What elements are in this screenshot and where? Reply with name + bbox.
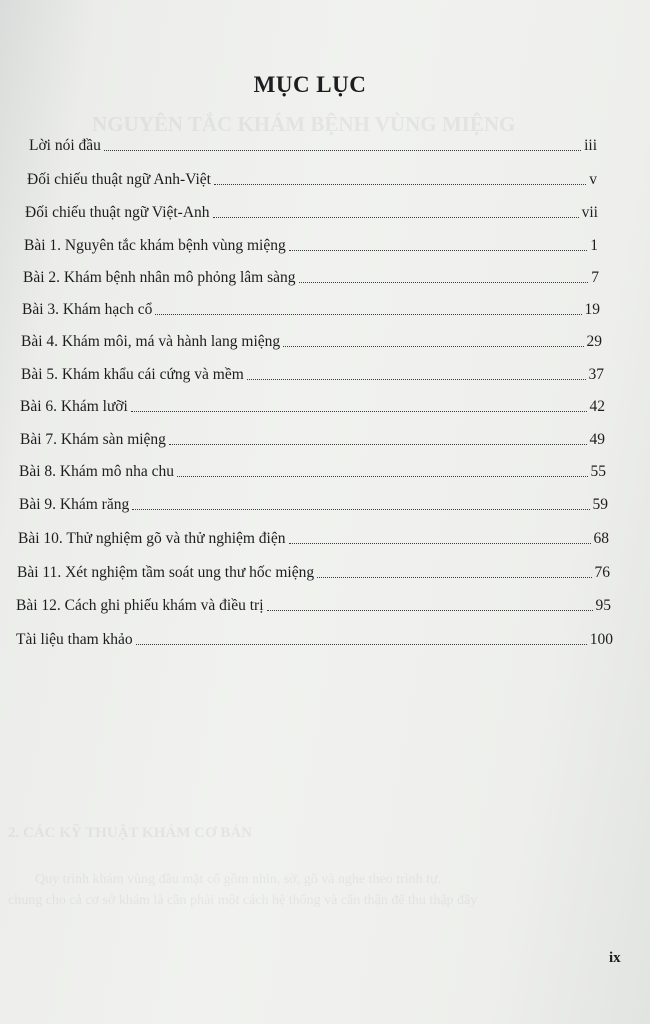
toc-entry[interactable]: [19, 494, 608, 514]
dot-leader: [155, 313, 581, 315]
toc-entry-title: Đối chiếu thuật ngữ Việt-Anh: [25, 204, 210, 221]
show-through-text: Quy trình khám vùng đầu mặt cổ gồm nhìn, sờ, gõ và nghe theo trình tự.: [35, 872, 442, 887]
dot-leader: [177, 475, 588, 477]
toc-entry-page: 49: [589, 431, 605, 448]
toc-entry-page: 7: [591, 269, 599, 286]
toc-entry-title: Bài 7. Khám sàn miệng: [20, 431, 166, 448]
dot-leader: [104, 149, 581, 151]
toc-entry-page: 76: [594, 564, 610, 581]
page-number: ix: [609, 950, 621, 966]
toc-entry-title: Bài 5. Khám khẩu cái cứng và mềm: [21, 366, 244, 383]
toc-entry-title: Đối chiếu thuật ngữ Anh-Việt: [27, 171, 211, 188]
toc-entry-title: Bài 2. Khám bệnh nhân mô phỏng lâm sàng: [23, 269, 296, 286]
toc-entry-title: Lời nói đầu: [29, 137, 101, 154]
toc-entry-title: Bài 11. Xét nghiệm tầm soát ung thư hốc miệng: [17, 564, 315, 581]
dot-leader: [213, 216, 579, 218]
toc-entry-page: 59: [592, 496, 608, 513]
toc-entry[interactable]: [18, 528, 609, 548]
toc-entry-page: 42: [589, 398, 605, 415]
toc-entry-page: v: [589, 171, 597, 188]
toc-entry-page: vii: [581, 204, 598, 221]
show-through-heading: NGUYÊN TẮC KHÁM BỆNH VÙNG MIỆNG: [92, 112, 516, 136]
toc-entry[interactable]: [24, 235, 598, 255]
toc-entry[interactable]: [21, 364, 604, 384]
dot-leader: [214, 183, 586, 185]
toc-entry-title: Bài 6. Khám lưỡi: [20, 398, 128, 415]
dot-leader: [247, 378, 586, 380]
toc-entry-title: Bài 4. Khám môi, má và hành lang miệng: [21, 333, 281, 350]
toc-entry[interactable]: [27, 169, 597, 189]
page-title: MỤC LỤC: [253, 72, 367, 97]
toc-entry-title: Bài 12. Cách ghi phiếu khám và điều trị: [16, 597, 264, 614]
dot-leader: [136, 643, 587, 645]
toc-entry[interactable]: [25, 202, 598, 222]
toc-entry-page: 55: [590, 463, 606, 480]
dot-leader: [267, 609, 593, 611]
toc-entry[interactable]: [21, 331, 602, 351]
toc-entry-title: Bài 8. Khám mô nha chu: [19, 463, 174, 480]
toc-entry[interactable]: [20, 396, 605, 416]
toc-entry[interactable]: [17, 562, 610, 582]
dot-leader: [289, 542, 591, 544]
dot-leader: [283, 345, 583, 347]
toc-entry-title: Bài 10. Thử nghiệm gõ và thử nghiệm điện: [18, 530, 286, 547]
toc-entry-page: iii: [584, 137, 597, 154]
toc-entry-page: 68: [593, 530, 609, 547]
toc-entry-page: 1: [590, 237, 598, 254]
dot-leader: [289, 249, 588, 251]
dot-leader: [317, 576, 591, 578]
toc-entry[interactable]: [16, 595, 611, 615]
show-through-text: chung cho cả cơ sở khám là cần phải một cách hệ thống và cẩn thận để thu thập đầy: [8, 893, 478, 908]
dot-leader: [132, 508, 589, 510]
show-through-section: 2. CÁC KỸ THUẬT KHÁM CƠ BẢN: [8, 825, 253, 841]
dot-leader: [169, 443, 587, 445]
toc-entry[interactable]: [19, 461, 606, 481]
toc-entry-title: Tài liệu tham khảo: [16, 631, 133, 648]
toc-entry-page: 100: [589, 631, 613, 648]
toc-entry[interactable]: [16, 629, 613, 649]
toc-entry-page: 37: [588, 366, 604, 383]
toc-entry-title: Bài 9. Khám răng: [19, 496, 130, 513]
toc-entry[interactable]: [23, 267, 599, 287]
toc-entry-page: 19: [584, 301, 600, 318]
toc-entry[interactable]: [29, 135, 597, 155]
dot-leader: [131, 410, 587, 412]
dot-leader: [299, 281, 589, 283]
toc-entry-page: 29: [586, 333, 602, 350]
toc-entry-title: Bài 1. Nguyên tắc khám bệnh vùng miệng: [24, 237, 286, 254]
toc-entry[interactable]: [20, 429, 605, 449]
toc-entry-title: Bài 3. Khám hạch cổ: [22, 301, 153, 318]
toc-entry-page: 95: [595, 597, 611, 614]
toc-entry[interactable]: [22, 299, 600, 319]
